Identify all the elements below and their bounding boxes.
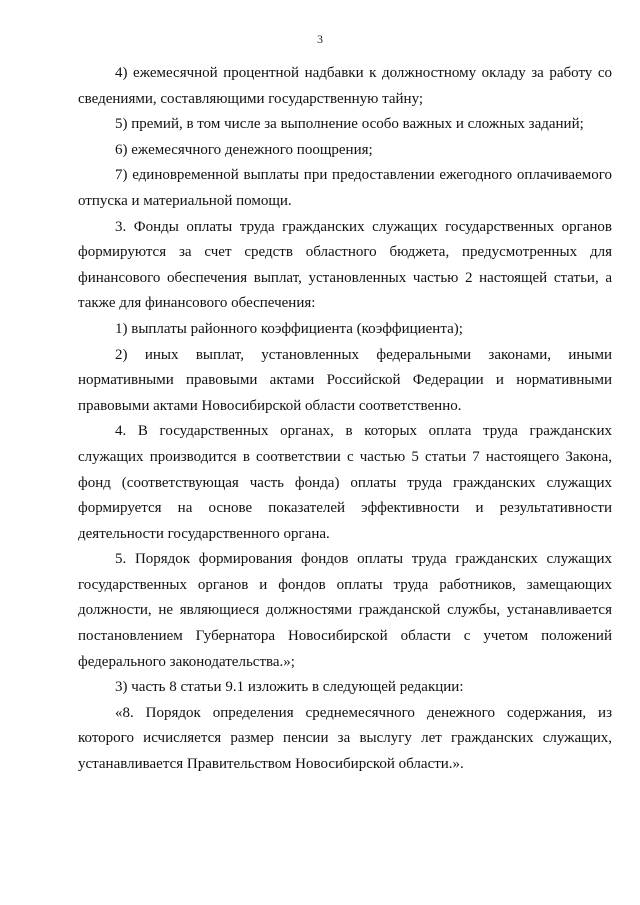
paragraph-amendment-article-9-1: 3) часть 8 статьи 9.1 изложить в следующей редакции: (115, 679, 464, 696)
paragraph-allowance-secrecy: 4) ежемесячной процентной надбавки к должностному окладу за работу со сведениями, составляющими государственную тайну; (78, 65, 612, 107)
paragraph-other-payments: 2) иных выплат, установленных федеральными законами, иными нормативными правовыми актами Российской Федерации и нормативными правовыми актами Новосибирской области соответственно. (78, 346, 612, 414)
paragraph-bonuses: 5) премий, в том числе за выполнение особо важных и сложных заданий; (115, 116, 584, 133)
paragraph-regional-coefficient: 1) выплаты районного коэффициента (коэффициента); (115, 320, 463, 337)
paragraph-lump-sum-payment: 7) единовременной выплаты при предоставлении ежегодного оплачиваемого отпуска и материальной помощи. (78, 167, 612, 209)
paragraph-fund-formation-procedure: 5. Порядок формирования фондов оплаты труда гражданских служащих государственных органов и фондов оплаты труда работников, замещающих должности, не являющиеся должностями гражданской службы, устанавливается постановлением Губернатора Новосибирской области с учетом положений федерального законодательства.»; (78, 551, 612, 670)
paragraph-monthly-incentive: 6) ежемесячного денежного поощрения; (115, 141, 373, 158)
paragraph-payroll-funds: 3. Фонды оплаты труда гражданских служащих государственных органов формируются за счет средств областного бюджета, предусмотренных для финансового обеспечения выплат, установленных частью 2 настоящей статьи, а также для финансового обеспечения: (78, 218, 612, 312)
page-number: 3 (317, 32, 323, 46)
document-body (78, 61, 612, 778)
paragraph-pension-calculation: «8. Порядок определения среднемесячного денежного содержания, из которого исчисляется размер пенсии за выслугу лет гражданских служащих, устанавливается Правительством Новосибирской области.». (78, 704, 612, 773)
paragraph-performance-fund: 4. В государственных органах, в которых оплата труда гражданских служащих производится в соответствии с частью 5 статьи 7 настоящего Закона, фонд (соответствующая часть фонда) оплаты труда гражданских служащих формируется на основе показателей эффективности и результативности деятельности государственного органа. (78, 423, 612, 542)
